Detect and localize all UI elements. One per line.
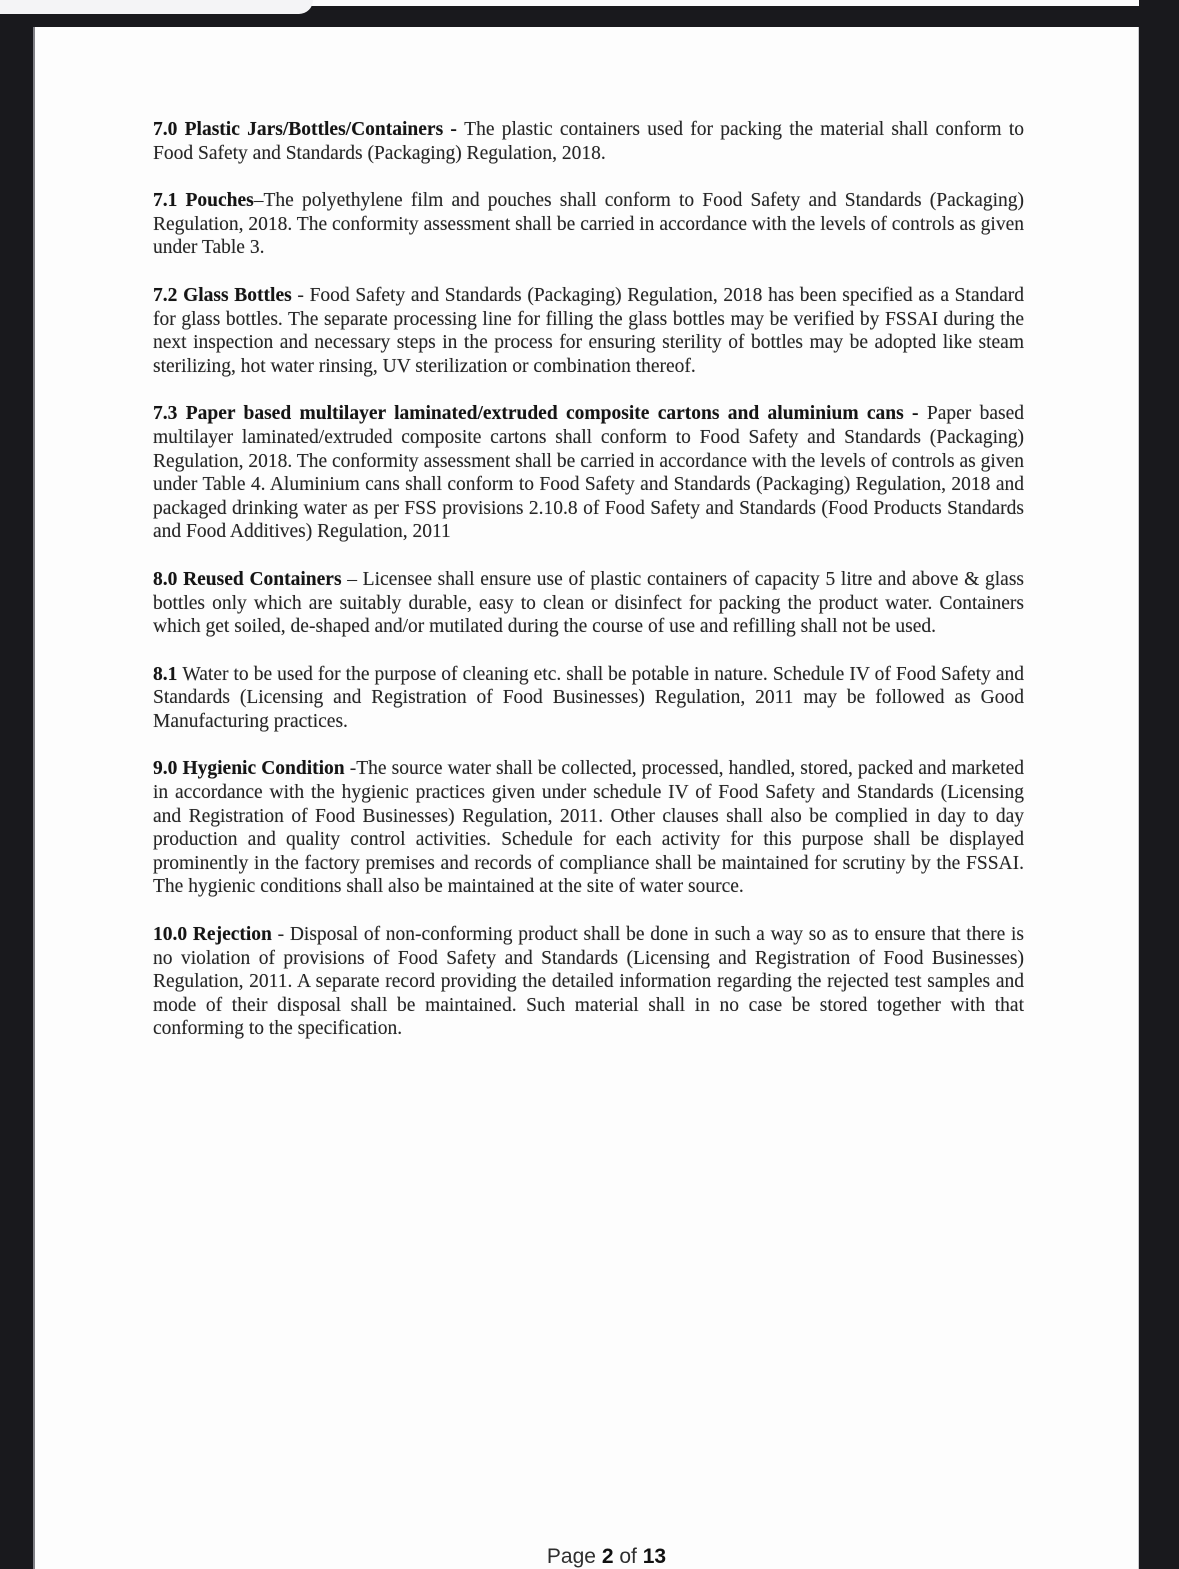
section-7-3-body: Paper based multilayer laminated/extruded composite cartons shall conform to Food Safety and Standards (Packaging) Regulation, 2018. The conformity assessment shall be carried in accordance with the levels of controls as given under Table 4. Aluminium cans shall conform to Food Safety and Standards (Packaging) Regulation, 2018 and packaged drinking water as per FSS provisions 2.10.8 of Food Safety and Standards (Food Products Standards and Food Additives) Regulation, 2011 [153, 403, 1024, 543]
top-overlay-card [0, 0, 313, 14]
section-10-0-heading: 10.0 Rejection [153, 924, 278, 946]
section-7-0-body: The plastic containers used for packing the material shall conform to Food Safety and Standards (Packaging) Regulation, 2018. [153, 119, 1024, 164]
document-content [35, 27, 1138, 1041]
document-page[interactable] [33, 27, 1139, 1569]
section-8-0-body: – Licensee shall ensure use of plastic containers of capacity 5 litre and above & glass bottles only which are suitably durable, easy to clean or disinfect for packing the product water. Containers which get soiled, de-shaped and/or mutilated during the course of use and refilling shall not be used. [153, 568, 1024, 638]
section-7-1-paragraph [153, 189, 1024, 260]
section-8-1-body: Water to be used for the purpose of cleaning etc. shall be potable in nature. Schedule IV of Food Safety and Standards (Licensing and Registration of Food Businesses) Regulation, 2011 may be followed as Good Manufacturing practices. [153, 663, 1024, 732]
section-8-1-heading: 8.1 [153, 663, 183, 685]
section-8-0-paragraph [153, 568, 1024, 639]
section-9-0-body: -The source water shall be collected, processed, handled, stored, packed and marketed in accordance with the hygienic practices given under schedule IV of Food Safety and Standards (Licensing and Registration of Food Businesses) Regulation, 2011. Other clauses shall also be complied in day to day production and quality control activities. Schedule for each activity for this purpose shall be displayed prominently in the factory premises and records of compliance shall be maintained for scrutiny by the FSSAI. The hygienic conditions shall also be maintained at the site of water source. [153, 758, 1025, 898]
section-7-3-heading: 7.3 Paper based multilayer laminated/extruded composite cartons and aluminium cans - [153, 403, 927, 425]
footer-page-label: Page [546, 1545, 596, 1568]
section-7-1-body: –The polyethylene film and pouches shall conform to Food Safety and Standards (Packaging) Regulation, 2018. The conformity assessment shall be carried in accordance with the levels of controls as given under Table 3. [153, 190, 1024, 259]
footer-of-label: of [619, 1545, 637, 1568]
section-7-1-heading: 7.1 Pouches [153, 190, 254, 212]
page-number-footer [55, 1545, 1158, 1569]
section-7-2-body: - Food Safety and Standards (Packaging) Regulation, 2018 has been specified as a Standard for glass bottles. The separate processing line for filling the glass bottles may be verified by FSSAI during the next inspection and necessary steps in the process for ensuring sterility of bottles may be adopted like steam sterilizing, hot water rinsing, UV sterilization or combination thereof. [153, 284, 1024, 377]
section-7-3-paragraph [153, 402, 1024, 544]
footer-total-pages: 13 [642, 1545, 667, 1568]
footer-current-page: 2 [601, 1545, 614, 1568]
section-7-2-heading: 7.2 Glass Bottles [153, 284, 298, 306]
section-7-0-heading: 7.0 Plastic Jars/Bottles/Containers - [153, 119, 465, 140]
section-10-0-body: - Disposal of non-conforming product shall be done in such a way so as to ensure that there is no violation of provisions of Food Safety and Standards (Licensing and Registration of Food Businesses) Regulation, 2011. A separate record providing the detailed information regarding the rejected test samples and mode of their disposal shall be maintained. Such material shall in no case be stored together with that conforming to the specification. [153, 924, 1024, 1040]
section-9-0-heading: 9.0 Hygienic Condition [153, 758, 350, 780]
section-7-0-paragraph [153, 118, 1024, 165]
section-8-0-heading: 8.0 Reused Containers [153, 568, 348, 590]
section-9-0-paragraph [153, 757, 1024, 899]
section-7-2-paragraph [153, 284, 1024, 378]
section-10-0-paragraph [153, 923, 1024, 1041]
section-8-1-paragraph [153, 663, 1024, 734]
